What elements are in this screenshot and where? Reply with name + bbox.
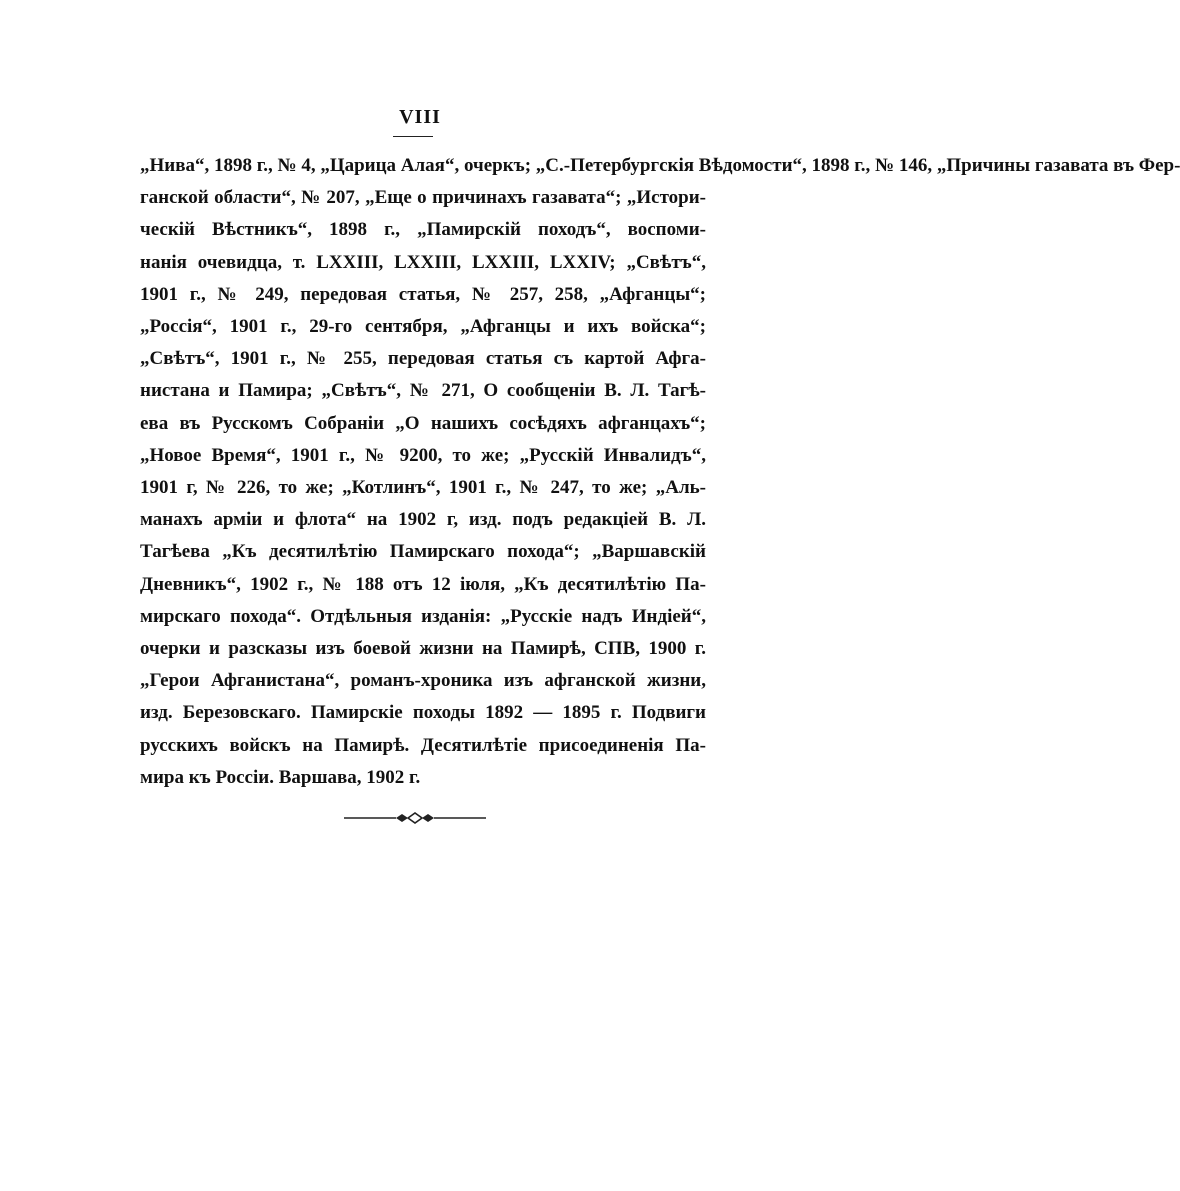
text-line-mixed [140, 601, 706, 633]
page-number: VIII [399, 106, 441, 128]
bibliography-text [140, 150, 1180, 794]
text-line: „Новое Время“, 1901 г., № 9200, то же; „Русскій Инвалидъ“, [140, 444, 706, 466]
ornament-left-diamond [396, 814, 408, 822]
text-line: изд. Березовскаго. Памирскіе походы 1892 — 1895 г. Подвиги [140, 702, 706, 724]
text-line: „Россія“, 1901 г., 29-го сентября, „Афганцы и ихъ войска“; [140, 316, 706, 338]
ornament-center-diamond [408, 813, 422, 823]
text-line: 1901 г, № 226, то же; „Котлинъ“, 1901 г., № 247, то же; „Аль- [140, 477, 706, 499]
end-ornament [344, 810, 486, 826]
text-line: Тагѣева „Къ десятилѣтію Памирскаго похода“; „Варшавскій [140, 541, 706, 563]
text-line: „Свѣтъ“, 1901 г., № 255, передовая статья съ картой Афга- [140, 348, 706, 370]
text-line: ева въ Русскомъ Собраніи „О нашихъ сосѣдяхъ афганцахъ“; [140, 412, 706, 434]
text-line: очерки и разсказы изъ боевой жизни на Памирѣ, СПВ, 1900 г. [140, 638, 706, 660]
text-line: нистана и Памира; „Свѣтъ“, № 271, О сообщеніи В. Л. Тагѣ- [140, 380, 706, 402]
text-line-part: „Нива“, 1898 г., № 4, „Царица Алая“, очеркъ; „С.-Петербургскія Вѣдомости“, 1898 г., № 146, „Причины газавата въ Фер- [140, 155, 1180, 176]
text-line: нанія очевидца, т. LXXIII, LXXIII, LXXIII, LXXIV; „Свѣтъ“, [140, 251, 706, 273]
text-line: русскихъ войскъ на Памирѣ. Десятилѣтіе присоединенія Па- [140, 734, 706, 756]
text-line: ганской области“, № 207, „Еще о причинахъ газавата“; „Истори- [140, 187, 706, 209]
text-line-part: „Русскіе надъ Индіей“, [491, 605, 706, 627]
text-line: Дневникъ“, 1902 г., № 188 отъ 12 іюля, „Къ десятилѣтію Па- [140, 573, 706, 595]
text-line: ческій Вѣстникъ“, 1898 г., „Памирскій походъ“, воспоми- [140, 219, 706, 241]
header-rule [393, 136, 433, 137]
text-line: мира къ Россіи. Варшава, 1902 г. [140, 766, 421, 788]
text-line: „Герои Афганистана“, романъ-хроника изъ афганской жизни, [140, 670, 706, 692]
text-line [140, 150, 1180, 182]
ornament-right-diamond [422, 814, 434, 822]
text-line-part: мирскаго похода“. [140, 605, 302, 627]
text-line: манахъ арміи и флота“ на 1902 г, изд. подъ редакціей В. Л. [140, 509, 706, 531]
text-line: 1901 г., № 249, передовая статья, № 257, 258, „Афганцы“; [140, 283, 706, 305]
separate-editions-heading: Отдѣльныя изданія: [310, 605, 492, 627]
